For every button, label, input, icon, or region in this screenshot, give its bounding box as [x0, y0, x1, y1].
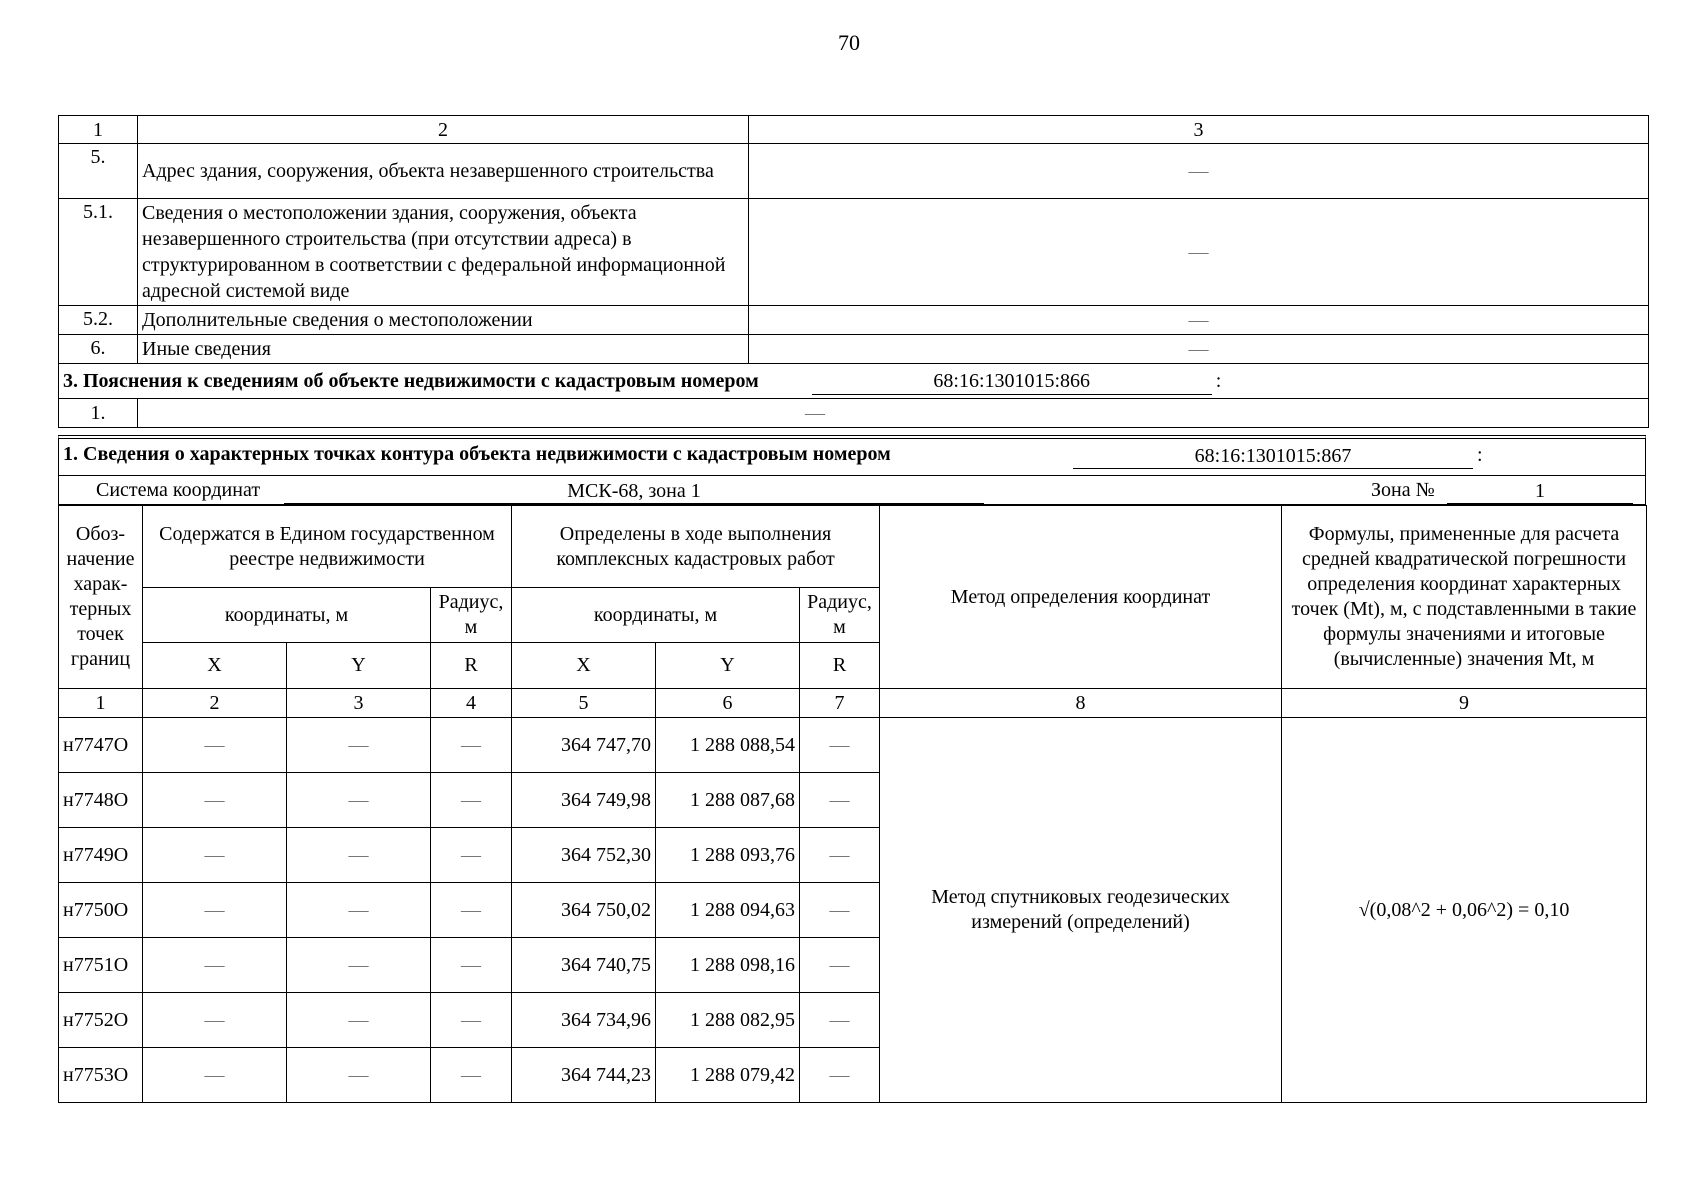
col-number: 8: [880, 689, 1282, 718]
point-id: н7747О: [59, 718, 143, 773]
egrn-header: Содержатся в Едином государственном реестре недвижимости: [143, 506, 512, 588]
section3-title: 3. Пояснения к сведениям об объекте недвижимости с кадастровым номером: [63, 369, 759, 392]
kkr-coords-header: координаты, м: [512, 588, 800, 643]
col-number: 2: [143, 689, 287, 718]
egrn-r: —: [431, 773, 512, 828]
egrn-x: —: [143, 993, 287, 1048]
table-row: [59, 718, 1647, 773]
formulas-header: Формулы, примененные для расчета средней квадратической погрешности определения координат характерных точек (Mt), м, с подставленными в такие формулы значениями и итоговые (вычисленные) значения Mt, м: [1282, 506, 1647, 689]
kkr-r: —: [800, 718, 880, 773]
coordinate-system-value: МСК-68, зона 1: [284, 479, 984, 504]
kkr-r: —: [800, 938, 880, 993]
egrn-y: —: [287, 883, 431, 938]
col-number: 7: [800, 689, 880, 718]
kkr-y: 1 288 088,54: [656, 718, 800, 773]
kkr-r: —: [800, 1048, 880, 1103]
method-header: Метод определения координат: [880, 506, 1282, 689]
row-label: Адрес здания, сооружения, объекта незавершенного строительства: [138, 144, 749, 199]
kkr-r-header: R: [800, 643, 880, 689]
egrn-r-header: R: [431, 643, 512, 689]
row-number: 5.2.: [59, 306, 138, 335]
egrn-x: —: [143, 1048, 287, 1103]
egrn-x: —: [143, 938, 287, 993]
egrn-x: —: [143, 718, 287, 773]
section3-colon: :: [1215, 369, 1222, 392]
egrn-r: —: [431, 828, 512, 883]
kkr-header: Определены в ходе выполнения комплексных кадастровых работ: [512, 506, 880, 588]
row-label: Иные сведения: [138, 335, 749, 364]
kkr-r: —: [800, 828, 880, 883]
egrn-r: —: [431, 938, 512, 993]
egrn-x-header: X: [143, 643, 287, 689]
col-number: 4: [431, 689, 512, 718]
row-number: 5.1.: [59, 199, 138, 306]
header-row-1: [59, 506, 1647, 588]
kkr-x: 364 744,23: [512, 1048, 656, 1103]
kkr-x: 364 747,70: [512, 718, 656, 773]
section3-cadastral-number: 68:16:1301015:866: [812, 368, 1212, 395]
col-number-2: 2: [138, 116, 749, 144]
row-number: 6.: [59, 335, 138, 364]
kkr-y: 1 288 093,76: [656, 828, 800, 883]
column-number-row: [59, 689, 1647, 718]
egrn-r: —: [431, 993, 512, 1048]
egrn-radius-header: Радиус, м: [431, 588, 512, 643]
point-id: н7753О: [59, 1048, 143, 1103]
egrn-x: —: [143, 883, 287, 938]
designation-header: Обоз-начение харак-терных точек границ: [59, 506, 143, 689]
kkr-radius-header: Радиус, м: [800, 588, 880, 643]
kkr-x-header: X: [512, 643, 656, 689]
egrn-y: —: [287, 1048, 431, 1103]
egrn-x: —: [143, 773, 287, 828]
kkr-x: 364 740,75: [512, 938, 656, 993]
row-location-structured: [59, 199, 1649, 306]
object-info-table: [58, 115, 1649, 428]
kkr-x: 364 750,02: [512, 883, 656, 938]
egrn-r: —: [431, 718, 512, 773]
page-number: 70: [838, 30, 860, 55]
egrn-y: —: [287, 938, 431, 993]
row-value: —: [749, 335, 1649, 364]
kkr-r: —: [800, 993, 880, 1048]
kkr-y: 1 288 082,95: [656, 993, 800, 1048]
section3-heading-row: [59, 364, 1649, 399]
section3-heading: [59, 364, 1649, 399]
point-id: н7751О: [59, 938, 143, 993]
row-other-info: [59, 335, 1649, 364]
row-value: —: [138, 399, 1649, 428]
row-label: Дополнительные сведения о местоположении: [138, 306, 749, 335]
zone-value: 1: [1447, 479, 1633, 504]
col-number: 3: [287, 689, 431, 718]
row-number: 1.: [59, 399, 138, 428]
kkr-y: 1 288 087,68: [656, 773, 800, 828]
kkr-x: 364 752,30: [512, 828, 656, 883]
section1-header: [58, 435, 1646, 505]
row-label: Сведения о местоположении здания, сооружения, объекта незавершенного строительства (при отсутствии адреса) в структурированном в соответствии с федеральной информационной адресной системой виде: [138, 199, 749, 306]
row-number: 5.: [59, 144, 138, 199]
egrn-y: —: [287, 828, 431, 883]
section1-colon: :: [1477, 444, 1483, 466]
zone-label: Зона №: [1371, 479, 1435, 501]
kkr-y: 1 288 098,16: [656, 938, 800, 993]
col-number: 9: [1282, 689, 1647, 718]
col-number: 1: [59, 689, 143, 718]
egrn-x: —: [143, 828, 287, 883]
egrn-r: —: [431, 883, 512, 938]
row-value: —: [749, 306, 1649, 335]
kkr-x: 364 749,98: [512, 773, 656, 828]
section3-row: [59, 399, 1649, 428]
kkr-r: —: [800, 883, 880, 938]
divider: [59, 475, 1645, 476]
formula-value: √(0,08^2 + 0,06^2) = 0,10: [1282, 718, 1647, 1103]
coordinate-system-label: Система координат: [96, 479, 261, 501]
point-id: н7750О: [59, 883, 143, 938]
kkr-y: 1 288 094,63: [656, 883, 800, 938]
row-location-additional: [59, 306, 1649, 335]
col-number: 5: [512, 689, 656, 718]
egrn-y: —: [287, 718, 431, 773]
col-number-3: 3: [749, 116, 1649, 144]
point-id: н7748О: [59, 773, 143, 828]
column-number-row: [59, 116, 1649, 144]
egrn-y: —: [287, 993, 431, 1048]
row-value: —: [749, 199, 1649, 306]
section1-cadastral-number: 68:16:1301015:867: [1073, 444, 1473, 469]
kkr-y: 1 288 079,42: [656, 1048, 800, 1103]
method-value: Метод спутниковых геодезических измерений (определений): [880, 718, 1282, 1103]
col-number: 6: [656, 689, 800, 718]
egrn-y: —: [287, 773, 431, 828]
kkr-y-header: Y: [656, 643, 800, 689]
kkr-x: 364 734,96: [512, 993, 656, 1048]
row-value: —: [749, 144, 1649, 199]
row-address: [59, 144, 1649, 199]
point-id: н7752О: [59, 993, 143, 1048]
point-id: н7749О: [59, 828, 143, 883]
kkr-r: —: [800, 773, 880, 828]
egrn-r: —: [431, 1048, 512, 1103]
col-number-1: 1: [59, 116, 138, 144]
characteristic-points-table: [58, 505, 1647, 1103]
egrn-coords-header: координаты, м: [143, 588, 431, 643]
egrn-y-header: Y: [287, 643, 431, 689]
section1-title: 1. Сведения о характерных точках контура объекта недвижимости с кадастровым номером: [63, 443, 891, 465]
